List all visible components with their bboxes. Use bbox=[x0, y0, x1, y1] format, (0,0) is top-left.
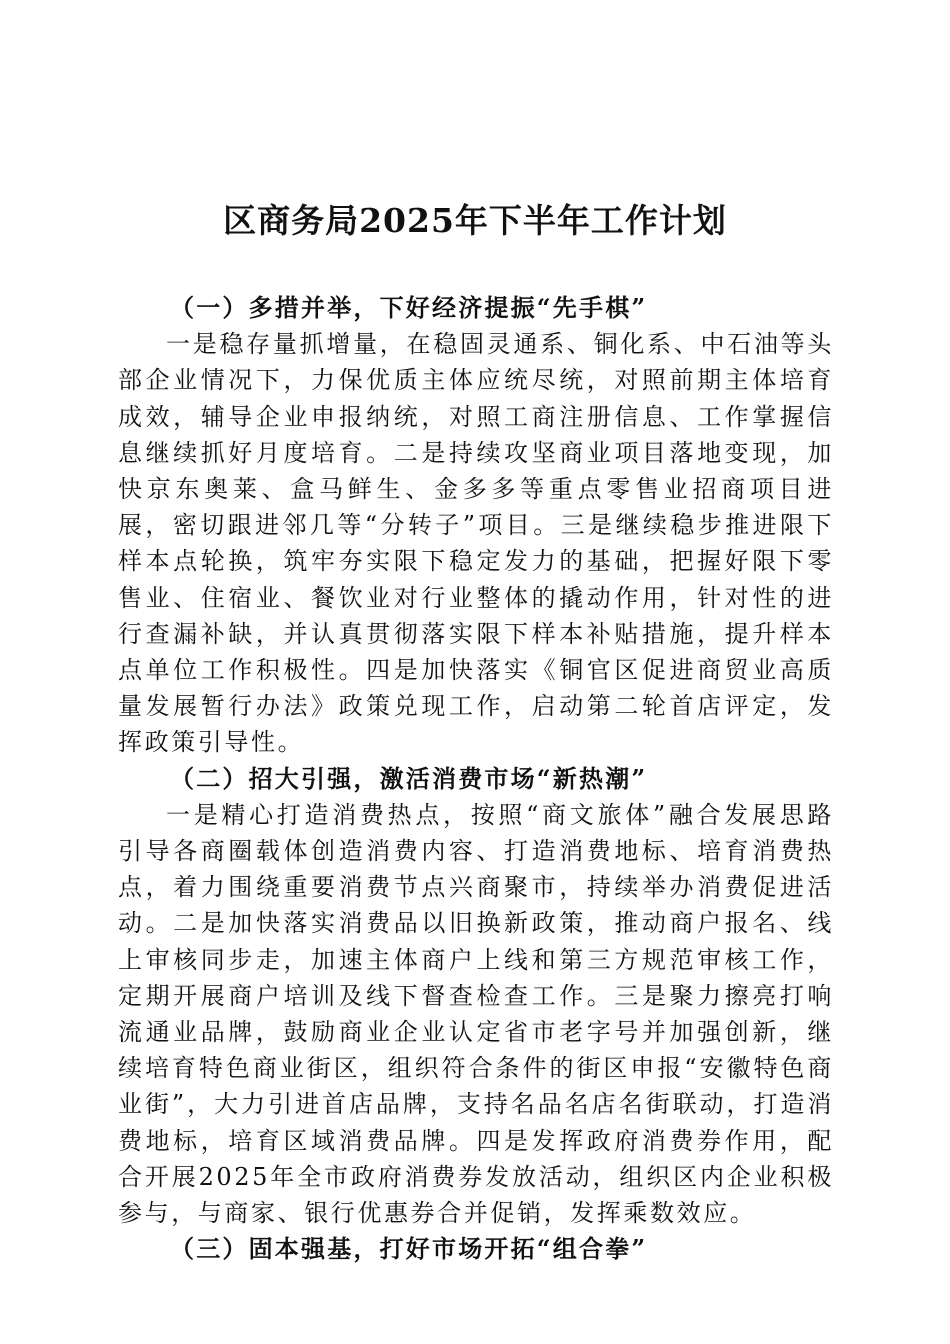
section-heading-1: （一）多措并举，下好经济提振“先手棋” bbox=[170, 293, 648, 322]
section-heading-3: （三）固本强基，打好市场开拓“组合拳” bbox=[170, 1234, 648, 1264]
section-paragraph-1: 一是稳存量抓增量，在稳固灵通系、铜化系、中石油等头部企业情况下，力保优质主体应统尽统，对照前期主体培育成效，辅导企业申报纳统，对照工商注册信息、工作掌握信息继续抓好月度培育。二是持续攻坚商业项目落地变现，加快京东奥莱、盒马鲜生、金多多等重点零售业招商项目进展，密切跟进邻几等“分转子”项目。三是继续稳步推进限下样本点轮换，筑牢夯实限下稳定发力的基础，把握好限下零售业、住宿业、餐饮业对行业整体的撬动作用，针对性的进行查漏补缺，并认真贯彻落实限下样本补贴措施，提升样本点单位工作积极性。四是加快落实《铜官区促进商贸业高质量发展暂行办法》政策兑现工作，启动第二轮首店评定，发挥政策引导性。 bbox=[118, 330, 834, 757]
section-paragraph-2: 一是精心打造消费热点，按照“商文旅体”融合发展思路引导各商圈载体创造消费内容、打造消费地标、培育消费热点，着力围绕重要消费节点兴商聚市，持续举办消费促进活动。二是加快落实消费品以旧换新政策，推动商户报名、线上审核同步走，加速主体商户上线和第三方规范审核工作，定期开展商户培训及线下督查检查工作。三是聚力擦亮打响流通业品牌，鼓励商业企业认定省市老字号并加强创新，继续培育特色商业街区，组织符合条件的街区申报“安徽特色商业街”，大力引进首店品牌，支持名品名店名街联动，打造消费地标，培育区域消费品牌。四是发挥政府消费券作用，配合开展2025年全市政府消费券发放活动，组织区内企业积极参与，与商家、银行优惠券合并促销，发挥乘数效应。 bbox=[118, 800, 834, 1228]
section-heading-2: （二）招大引强，激活消费市场“新热潮” bbox=[170, 763, 648, 793]
document-body bbox=[118, 290, 834, 1267]
document-title: 区商务局2025年下半年工作计划 bbox=[223, 201, 727, 240]
